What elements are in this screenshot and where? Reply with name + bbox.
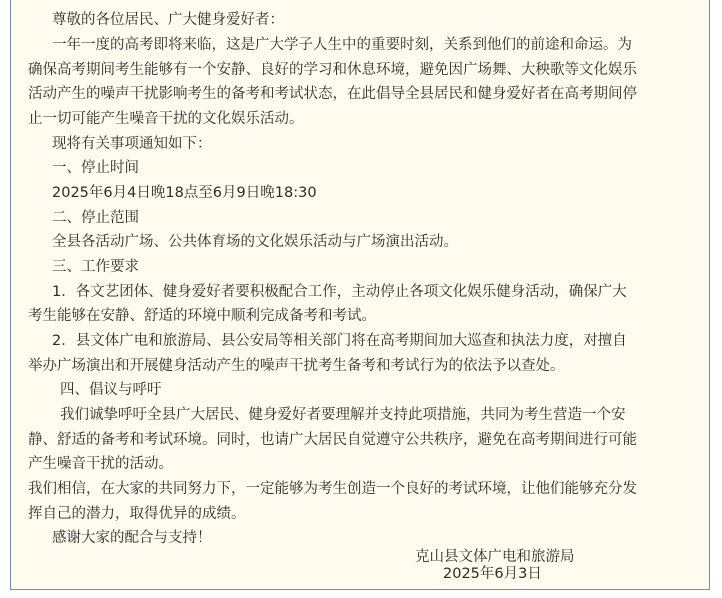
- requirement-1-line: 考生能够在安静、舒适的环境中顺利完成备考和考试。: [28, 308, 376, 324]
- section-3-title: 三、工作要求: [52, 259, 139, 275]
- issue-date: 2025年6月3日: [443, 566, 542, 582]
- intro-line: 止一切可能产生噪音干扰的文化娱乐活动。: [28, 111, 304, 127]
- section-1-text: 2025年6月4日晚18点至6月9日晚18:30: [52, 185, 317, 201]
- appeal-line: 静、舒适的备考和考试环境。同时，也请广大居民自觉遵守公共秩序，避免在高考期间进行可能: [28, 432, 637, 448]
- intro-line: 确保高考期间考生能够有一个安静、良好的学习和休息环境，避免因广场舞、大秧歌等文化娱乐: [28, 62, 637, 78]
- requirement-2-line: 举办广场演出和开展健身活动产生的噪声干扰考生备考和考试行为的依法予以查处。: [28, 358, 565, 374]
- section-1-title: 一、停止时间: [52, 160, 139, 176]
- items-intro: 现将有关事项通知如下：: [52, 136, 212, 152]
- salutation: 尊敬的各位居民、广大健身爱好者：: [52, 12, 284, 28]
- section-2-title: 二、停止范围: [52, 210, 139, 226]
- section-2-text: 全县各活动广场、公共体育场的文化娱乐活动与广场演出活动。: [52, 234, 458, 250]
- requirement-1-line: 1．各文艺团体、健身爱好者要积极配合工作，主动停止各项文化娱乐健身活动，确保广大: [52, 284, 627, 300]
- appeal-line: 产生噪音干扰的活动。: [28, 456, 173, 472]
- issuer: 克山县文体广电和旅游局: [415, 549, 575, 565]
- requirement-2-line: 2．县文体广电和旅游局、县公安局等相关部门将在高考期间加大巡查和执法力度，对擅自: [52, 333, 627, 349]
- belief-line: 挥自己的潜力，取得优异的成绩。: [28, 506, 246, 522]
- appeal-line: 我们诚挚呼吁全县广大居民、健身爱好者要理解并支持此项措施，共同为考生营造一个安: [60, 407, 626, 423]
- intro-line: 活动产生的噪声干扰影响考生的备考和考试状态，在此倡导全县居民和健身爱好者在高考期间停: [28, 86, 637, 102]
- belief-line: 我们相信，在大家的共同努力下，一定能够为考生创造一个良好的考试环境，让他们能够充分发: [28, 481, 637, 497]
- thanks-line: 感谢大家的配合与支持！: [52, 530, 212, 546]
- section-4-title: 四、倡议与呼吁: [60, 382, 162, 398]
- intro-line: 一年一度的高考即将来临，这是广大学子人生中的重要时刻，关系到他们的前途和命运。为: [52, 37, 632, 53]
